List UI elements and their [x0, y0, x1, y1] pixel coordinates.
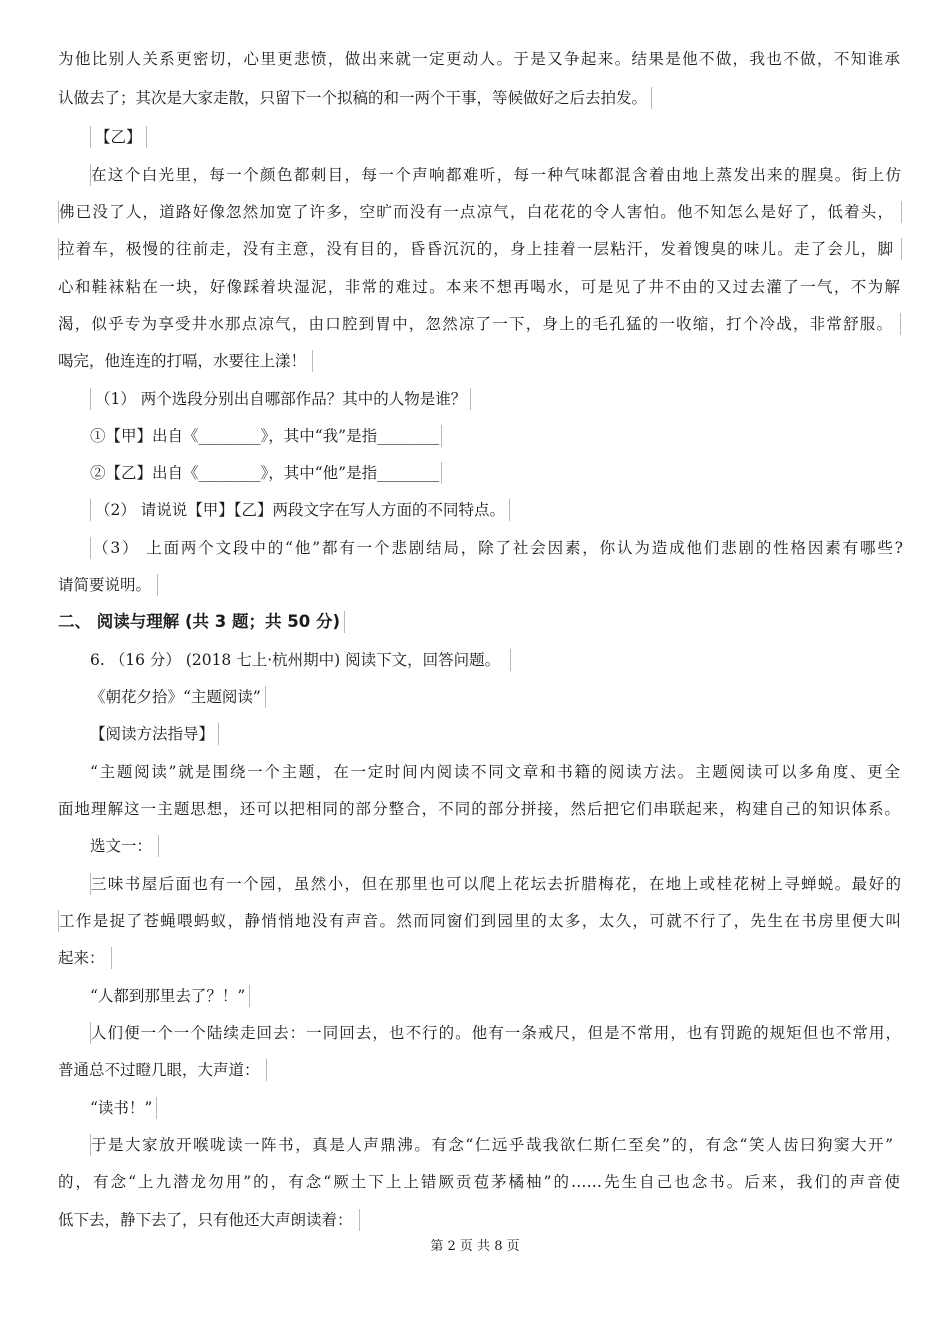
paragraph-line: 工作是捉了苍蝇喂蚂蚁，静悄悄地没有声音。然而同窗们到园里的太多，太久，可就不行了，先生在书房里便大叫 [59, 912, 901, 930]
paragraph-line: 的，有念“上九潜龙勿用”的，有念“厥土下上上错厥贡苞茅橘柚”的……先生自己也念书。后来，我们的声音使 [58, 1173, 900, 1191]
question-2: （2） 请说说【甲】【乙】两段文字在写人方面的不同特点。 [90, 499, 510, 521]
paragraph-line: 渴，似乎专为享受井水那点凉气，由口腔到胃中，忽然凉了一下，身上的毛孔猛的一收缩，打个冷战，非常舒服。 [58, 313, 901, 335]
paragraph-line: 起来： [58, 947, 112, 969]
paragraph-line: 为他比别人关系更密切，心里更悲愤，做出来就一定更动人。于是又争起来。结果是他不做，我也不做，不知谁承 [58, 50, 900, 68]
question-1-blank-a: ①【甲】出自《________》，其中“我”是指________ [90, 425, 442, 447]
paragraph-line: 于是大家放开喉咙读一阵书，真是人声鼎沸。有念“仁远乎哉我欲仁斯仁至矣”的，有念“笑人齿曰狗窦大开” [90, 1134, 901, 1156]
question-1: （1） 两个选段分别出自哪部作品？其中的人物是谁？ [90, 388, 471, 410]
paragraph-line: 普通总不过瞪几眼，大声道： [58, 1059, 267, 1081]
question-6-title: 6. （16 分） (2018 七上·杭州期中) 阅读下文，回答问题。 [90, 649, 511, 671]
section-label-yi: 【乙】 [90, 126, 147, 148]
reading-method-label: 【阅读方法指导】 [90, 723, 219, 745]
paragraph-line: 面地理解这一主题思想，还可以把相同的部分整合，不同的部分拼接，然后把它们串联起来，构建自己的知识体系。 [58, 800, 900, 818]
paragraph-line: 人们便一个一个陆续走回去：一同回去，也不行的。他有一条戒尺，但是不常用，也有罚跪的规矩但也不常用， [91, 1024, 901, 1042]
paragraph-line: “主题阅读”就是围绕一个主题，在一定时间内阅读不同文章和书籍的阅读方法。主题阅读可以多角度、更全 [90, 763, 900, 781]
paragraph-line: 心和鞋袜粘在一块，好像踩着块湿泥，非常的难过。本来不想再喝水，可是见了井不由的又过去灌了一气，不为解 [58, 278, 900, 296]
page-footer: 第 2 页 共 8 页 [430, 1239, 520, 1254]
paragraph-line: 低下去，静下去了，只有他还大声朗读着： [58, 1209, 360, 1231]
section-heading: 二、 阅读与理解 (共 3 题；共 50 分) [58, 611, 345, 633]
paragraph-line: 认做去了；其次是大家走散，只留下一个拟稿的和一两个干事，等候做好之后去拍发。 [58, 87, 652, 109]
paragraph-line: 在这个白光里，每一个颜色都刺目，每一个声响都难听，每一种气味都混含着由地上蒸发出来的腥臭。街上仿 [91, 166, 901, 184]
question-3: （3） 上面两个文段中的“他”都有一个悲剧结局，除了社会因素，你认为造成他们悲剧的性格因素有哪些? [90, 537, 903, 559]
quote-line: “人都到那里去了？！” [90, 985, 250, 1007]
quote-line: “读书！” [90, 1097, 157, 1119]
excerpt-1-label: 选文一： [90, 835, 159, 857]
question-1-blank-b: ②【乙】出自《________》，其中“他”是指________ [90, 462, 442, 484]
paragraph-line: 喝完，他连连的打嗝，水要往上漾！ [58, 350, 313, 372]
question-3-continued: 请简要说明。 [58, 574, 158, 596]
paragraph-line: 三味书屋后面也有一个园，虽然小，但在那里也可以爬上花坛去折腊梅花，在地上或桂花树上寻蝉蜕。最好的 [91, 875, 901, 893]
paragraph-line: 拉着车，极慢的往前走，没有主意，没有目的，昏昏沉沉的，身上挂着一层粘汗，发着馊臭的味儿。走了会儿，脚 [58, 238, 902, 260]
paragraph-line: 佛已没了人，道路好像忽然加宽了许多，空旷而没有一点凉气，白花花的令人害怕。他不知怎么是好了，低着头， [58, 201, 902, 223]
reading-topic: 《朝花夕拾》“主题阅读” [90, 686, 266, 708]
